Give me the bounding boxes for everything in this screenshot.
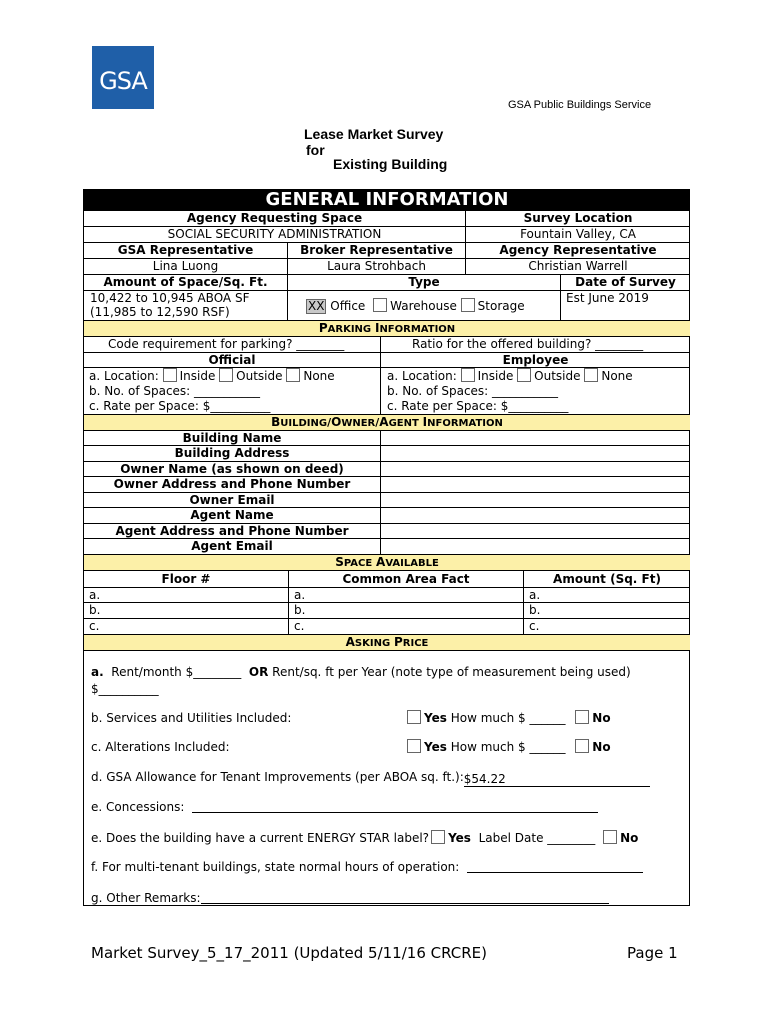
label-date-field[interactable]: Label Date ________ (478, 831, 596, 845)
services-how-much[interactable]: How much $ ______ (450, 711, 566, 725)
amount-row-c[interactable]: c. (529, 619, 540, 633)
broker-rep-value[interactable]: Laura Strohbach (327, 259, 426, 273)
title-line2: for (306, 142, 325, 158)
hours-field[interactable] (467, 860, 643, 873)
floor-row-c[interactable]: c. (89, 619, 100, 633)
agency-rep-label: Agency Representative (499, 243, 657, 257)
service-name: GSA Public Buildings Service (508, 99, 652, 111)
services-label: b. Services and Utilities Included: (91, 711, 292, 725)
employee-inside-checkbox[interactable] (461, 368, 475, 382)
ti-allowance: d. GSA Allowance for Tenant Improvements (per ABOA sq. ft.):$54.22 (91, 770, 650, 787)
other-remarks: g. Other Remarks: (91, 891, 609, 905)
concessions-field[interactable] (192, 800, 598, 813)
type-options (306, 298, 525, 314)
official-rate[interactable]: c. Rate per Space: $__________ (89, 399, 271, 413)
building-address-label: Building Address (174, 446, 290, 460)
warehouse-checkbox[interactable] (373, 298, 387, 312)
space-heading-band (84, 555, 690, 570)
survey-location-value[interactable]: Fountain Valley, CA (520, 227, 636, 241)
agency-rep-value[interactable]: Christian Warrell (528, 259, 628, 273)
alterations-yes-checkbox[interactable] (407, 739, 421, 753)
employee-location: a. Location: Inside Outside None (387, 369, 633, 383)
official-location: a. Location: Inside Outside None (89, 369, 335, 383)
energy-yes-checkbox[interactable] (431, 830, 445, 844)
agent-address-label: Agent Address and Phone Number (115, 524, 349, 538)
ti-allowance-value[interactable]: $54.22 (464, 772, 650, 787)
alterations-how-much[interactable]: How much $ ______ (450, 740, 566, 754)
services-options: Yes How much $ ______ No (407, 710, 611, 725)
agent-name-label: Agent Name (190, 508, 274, 522)
employee-spaces[interactable]: b. No. of Spaces: ___________ (387, 384, 559, 398)
footer-doc-id: Market Survey_5_17_2011 (Updated 5/11/16 CRCRE) (91, 944, 488, 962)
gsa-logo (92, 46, 154, 109)
services-no-checkbox[interactable] (575, 710, 589, 724)
common-row-b[interactable]: b. (294, 603, 306, 617)
date-value[interactable]: Est June 2019 (566, 291, 649, 305)
gsa-rep-value[interactable]: Lina Luong (152, 259, 219, 273)
employee-outside-checkbox[interactable] (517, 368, 531, 382)
parking-heading-band (84, 321, 690, 336)
floor-row-b[interactable]: b. (89, 603, 101, 617)
asking-heading: ASKING PRICE (345, 635, 429, 649)
official-outside-checkbox[interactable] (219, 368, 233, 382)
title-line1: Lease Market Survey (304, 126, 444, 142)
owner-heading-band (84, 415, 690, 430)
alterations-options: Yes How much $ ______ No (407, 739, 611, 754)
gsa-rep-label: GSA Representative (117, 243, 254, 257)
amount-line2[interactable]: (11,985 to 12,590 RSF) (90, 305, 230, 319)
floor-row-a[interactable]: a. (89, 588, 101, 602)
rent-month-field[interactable]: Rent/month $________ (111, 665, 242, 679)
survey-location-label: Survey Location (523, 211, 633, 225)
agency-value[interactable]: SOCIAL SECURITY ADMINISTRATION (167, 227, 382, 241)
employee-label: Employee (502, 353, 569, 367)
concessions: e. Concessions: (91, 800, 598, 814)
office-checkbox[interactable]: XX (308, 299, 325, 313)
asking-a: a. Rent/month $________ OR Rent/sq. ft per Year (note type of measurement being used) (91, 665, 631, 679)
parking-heading: PARKING INFORMATION (318, 321, 456, 335)
employee-none-checkbox[interactable] (584, 368, 598, 382)
parking-code-requirement[interactable]: Code requirement for parking? ________ (108, 337, 345, 351)
warehouse-label: Warehouse (390, 299, 457, 313)
storage-label: Storage (477, 299, 525, 313)
owner-heading: BUILDING/OWNER/AGENT INFORMATION (271, 415, 503, 429)
official-spaces[interactable]: b. No. of Spaces: ___________ (89, 384, 261, 398)
services-yes-checkbox[interactable] (407, 710, 421, 724)
common-row-a[interactable]: a. (294, 588, 306, 602)
building-name-label: Building Name (182, 431, 282, 445)
general-info-heading: GENERAL INFORMATION (84, 190, 690, 210)
title-line3: Existing Building (333, 156, 448, 172)
amount-col-header: Amount (Sq. Ft) (553, 572, 661, 586)
common-area-col-header: Common Area Fact (342, 572, 470, 586)
owner-name-label: Owner Name (as shown on deed) (120, 462, 344, 476)
energy-star: e. Does the building have a current ENERGY STAR label? Yes Label Date ________ No (91, 831, 639, 845)
remarks-field[interactable] (201, 891, 609, 904)
logo-text: GSA (99, 67, 147, 95)
space-heading: SPACE AVAILABLE (335, 555, 439, 569)
official-inside-checkbox[interactable] (163, 368, 177, 382)
amount-row-b[interactable]: b. (529, 603, 541, 617)
asking-heading-band (84, 635, 690, 650)
owner-address-label: Owner Address and Phone Number (113, 477, 351, 491)
employee-rate[interactable]: c. Rate per Space: $__________ (387, 399, 569, 413)
rent-sqft-field[interactable]: $__________ (91, 682, 159, 696)
amount-label: Amount of Space/Sq. Ft. (103, 275, 268, 289)
parking-ratio[interactable]: Ratio for the offered building? ________ (412, 337, 644, 351)
official-none-checkbox[interactable] (286, 368, 300, 382)
floor-col-header: Floor # (161, 572, 211, 586)
date-label: Date of Survey (575, 275, 676, 289)
alterations-label: c. Alterations Included: (91, 740, 230, 754)
hours-of-operation: f. For multi-tenant buildings, state normal hours of operation: (91, 860, 643, 874)
amount-line1[interactable]: 10,422 to 10,945 ABOA SF (90, 291, 250, 305)
energy-no-checkbox[interactable] (603, 830, 617, 844)
office-label: Office (330, 299, 366, 313)
owner-email-label: Owner Email (189, 493, 275, 507)
alterations-no-checkbox[interactable] (575, 739, 589, 753)
official-label: Official (208, 353, 256, 367)
broker-rep-label: Broker Representative (300, 243, 453, 257)
storage-checkbox[interactable] (461, 298, 475, 312)
type-label: Type (408, 275, 440, 289)
agency-label: Agency Requesting Space (186, 211, 363, 225)
footer-page-number: Page 1 (627, 944, 678, 962)
agent-email-label: Agent Email (191, 539, 273, 553)
common-row-c[interactable]: c. (294, 619, 305, 633)
amount-row-a[interactable]: a. (529, 588, 541, 602)
